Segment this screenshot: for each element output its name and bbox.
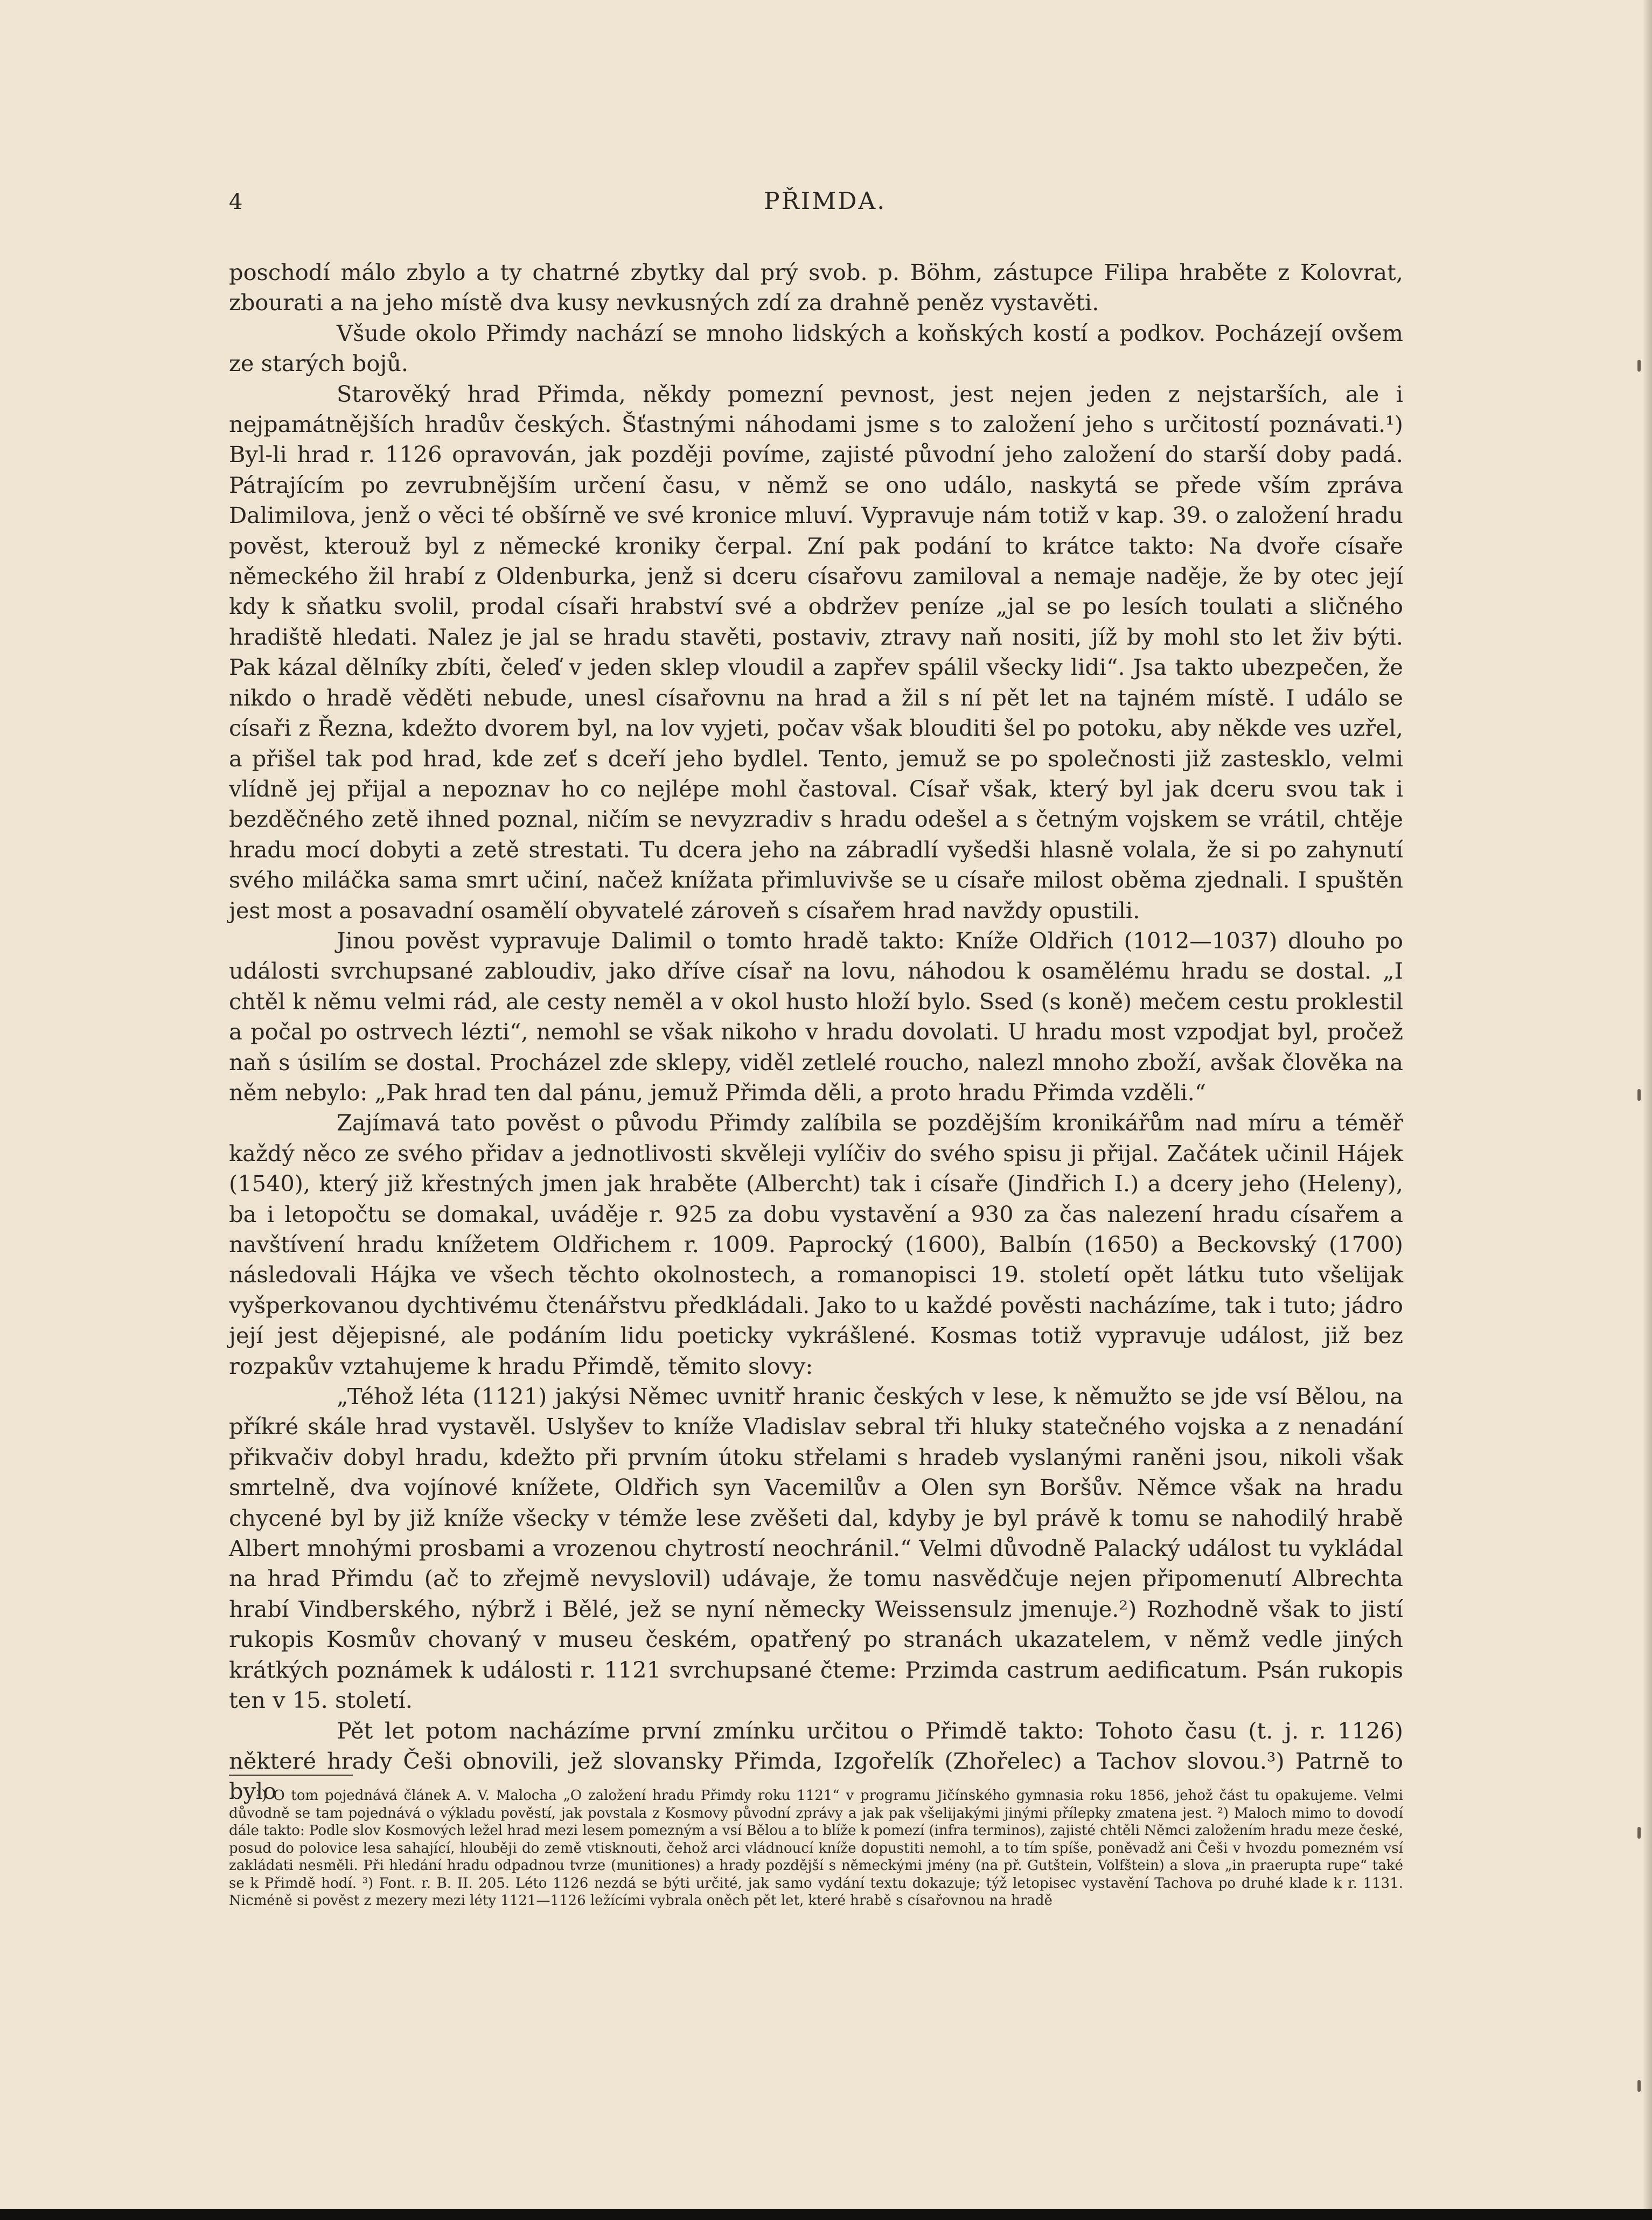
page-edge-shadow bbox=[1642, 0, 1652, 2220]
footnotes bbox=[229, 1787, 1403, 1910]
paragraph: Jinou pověst vypravuje Dalimil o tomto hradě takto: Kníže Oldřich (1012—1037) dlouho po události svrchupsané zabloudiv, jako dříve císař na lovu, náhodou k osamělému hradu se dostal. „I chtěl k němu velmi rád, ale cesty neměl a v okol husto hloží bylo. Ssed (s koně) mečem cestu proklestil a počal po ostrvech lézti“, nemohl se však nikoho v hradu dovolati. U hradu most vzpodjat byl, pročež naň s úsilím se dostal. Procházel zde sklepy, viděl zetlelé roucho, nalezl mnoho zboží, avšak člověka na něm nebylo: „Pak hrad ten dal pánu, jemuž Přimda děli, a proto hradu Přimda vzděli.“ bbox=[229, 927, 1403, 1106]
paragraph: poschodí málo zbylo a ty chatrné zbytky dal prý svob. p. Böhm, zástupce Filipa hraběte z Kolovrat, zbourati a na jeho místě dva kusy nevkusných zdí za drahně peněz vystavěti. bbox=[229, 259, 1403, 316]
running-head: PŘIMDA. bbox=[764, 187, 887, 215]
paragraph: Pět let potom nacházíme první zmínku určitou o Přimdě takto: Tohoto času (t. j. r. 1126) některé hrady Češi obnovili, jež slovansky Přimda, Izgořelík (Zhořelec) a Tachov slovou.³) Patrně to bylo bbox=[229, 1717, 1403, 1805]
margin-mark bbox=[1637, 1827, 1641, 1839]
footnote-rule bbox=[229, 1775, 353, 1776]
paragraph: Zajímavá tato pověst o původu Přimdy zalíbila se pozdějším kronikářům nad míru a téměř každý něco ze svého přidav a jednotlivosti skvěleji vylíčiv do svého spisu ji přijal. Začátek učinil Hájek (1540), který již křestných jmen jak hraběte (Albercht) tak i císaře (Jindřich I.) a dcery jeho (Heleny), ba i letopočtu se domakal, uváděje r. 925 za dobu vystavění a 930 za čas nalezení hradu císařem a navštívení hradu knížetem Oldřichem r. 1009. Paprocký (1600), Balbín (1650) a Beckovský (1700) následovali Hájka ve všech těchto okolnostech, a romanopisci 19. století opět látku tuto všelijak vyšperkovanou dychtivému čtenářstvu předkládali. Jako to u každé pověsti nacházíme, tak i tuto; jádro její jest dějepisné, ale podáním lidu poeticky vykrášlené. Kosmas totiž vypravuje událost, již bez rozpakův vztahujeme k hradu Přimdě, těmito slovy: bbox=[229, 1109, 1403, 1379]
margin-mark bbox=[1637, 2080, 1641, 2092]
paragraph-quotation: „Téhož léta (1121) jakýsi Němec uvnitř hranic českých v lese, k němužto se jde vsí Bělou, na příkré skále hrad vystavěl. Uslyšev to kníže Vladislav sebral tři hluky statečného vojska a z nenadání přikvačiv dobyl hradu, kdežto při prvním útoku střelami s hradeb vyslanými raněni jsou, nikoli však smrtelně, dva vojínové knížete, Oldřich syn Vacemilův a Olen syn Boršův. Němce však na hradu chycené byl by již kníže všecky v témže lese zvěšeti dal, kdyby je byl právě k tomu se nahodilý hrabě Albert mnohými prosbami a vrozenou chytrostí neochránil.“ Velmi důvodně Palacký událost tu vykládal na hrad Přimdu (ač to zřejmě nevyslovil) udávaje, že tomu nasvědčuje nejen připomenutí Albrechta hrabí Vindberského, nýbrž i Bělé, jež se nyní německy Weissensulz jmenuje.²) Rozhodně však to jistí rukopis Kosmův chovaný v museu českém, opatřený po stranách ukazatelem, v němž vedle jiných krátkých poznámek k události r. 1121 svrchupsané čteme: Przimda castrum aedificatum. Psán rukopis ten v 15. století. bbox=[229, 1383, 1403, 1714]
footnote-text: ¹) O tom pojednává článek A. V. Malocha „O založení hradu Přimdy roku 1121“ v programu Jičínského gymnasia roku 1856, jehož část tu opakujeme. Velmi důvodně se tam pojednává o výkladu pověstí, jak povstala z Kosmovy původní zprávy a jak pak všelijakými jinými přílepky zmatena jest. ²) Maloch mimo to dovodí dále takto: Podle slov Kosmových ležel hrad mezi lesem pomezným a vsí Bělou a to blíže k pomezí (infra terminos), zajisté chtěli Němci založením hradu meze české, posud do polovice lesa sahající, hlouběji do země vtisknouti, čehož arci vládnoucí kníže dopustiti nemohl, a to tím spíše, poněvadž ani Češi v hvozdu pomezném vsí zakládati nesměli. Při hledání hradu odpadnou tvrze (munitiones) a hrady pozdější s německými jmény (na př. Gutštein, Volfštein) a slova „in praerupta rupe“ také se k Přimdě hodí. ³) Font. r. B. II. 205. Léto 1126 nezdá se býti určité, jak samo vydání textu dokazuje; týž letopisec vystavění Tachova po druhé klade k r. 1131. Nicméně si pověst z mezery mezi léty 1121—1126 ležícími vybrala oněch pět let, které hrabě s císařovnou na hradě bbox=[229, 1788, 1403, 1909]
margin-mark bbox=[1637, 1089, 1641, 1101]
margin-mark bbox=[1637, 360, 1641, 372]
scan-bottom-border bbox=[0, 2209, 1652, 2220]
paragraph: Všude okolo Přimdy nachází se mnoho lidských a koňských kostí a podkov. Pocházejí ovšem ze starých bojů. bbox=[229, 319, 1403, 377]
page-number: 4 bbox=[229, 190, 243, 214]
body-text bbox=[229, 257, 1403, 1807]
paragraph: Starověký hrad Přimda, někdy pomezní pevnost, jest nejen jeden z nejstarších, ale i nejpamátnějších hradův českých. Šťastnými náhodami jsme s to založení jeho s určitostí poznávati.¹) Byl-li hrad r. 1126 opravován, jak později povíme, zajisté původní jeho založení do starší doby padá. Pátrajícím po zevrubnějším určení času, v němž se ono událo, naskytá se přede vším zpráva Dalimilova, jenž o věci té obšírně ve své kronice mluví. Vypravuje nám totiž v kap. 39. o založení hradu pověst, kterouž byl z německé kroniky čerpal. Zní pak podání to krátce takto: Na dvoře císaře německého žil hrabí z Oldenburka, jenž si dceru císařovu zamiloval a nemaje naděje, že by otec její kdy k sňatku svolil, prodal císaři hrabství své a obdržev peníze „jal se po lesích toulati a sličného hradiště hledati. Nalez je jal se hradu stavěti, postaviv, ztravy naň nositi, jíž by mohl sto let živ býti. Pak kázal dělníky zbíti, čeleď v jeden sklep vloudil a zapřev spálil všecky lidi“. Jsa takto ubezpečen, že nikdo o hradě věděti nebude, unesl císařovnu na hrad a žil s ní pět let na tajném místě. I událo se císaři z Řezna, kdežto dvorem byl, na lov vyjeti, počav však blouditi šel po potoku, aby někde ves uzřel, a přišel tak pod hrad, kde zeť s dceří jeho bydlel. Tento, jemuž se po společnosti již zastesklo, velmi vlídně jej přijal a nepoznav ho co nejlépe mohl častoval. Císař však, který byl jak dceru svou tak i bezděčného zetě ihned poznal, ničím se nevyzradiv s hradu odešel a s četným vojskem se vrátil, chtěje hradu mocí dobyti a zetě strestati. Tu dcera jeho na zábradlí vyšedši hlasně volala, že si po zahynutí svého miláčka sama smrt učiní, načež knížata přimluvivše se u císaře milost oběma zjednali. I spuštěn jest most a posavadní osamělí obyvatelé zároveň s císařem hrad navždy opustili. bbox=[229, 380, 1403, 924]
